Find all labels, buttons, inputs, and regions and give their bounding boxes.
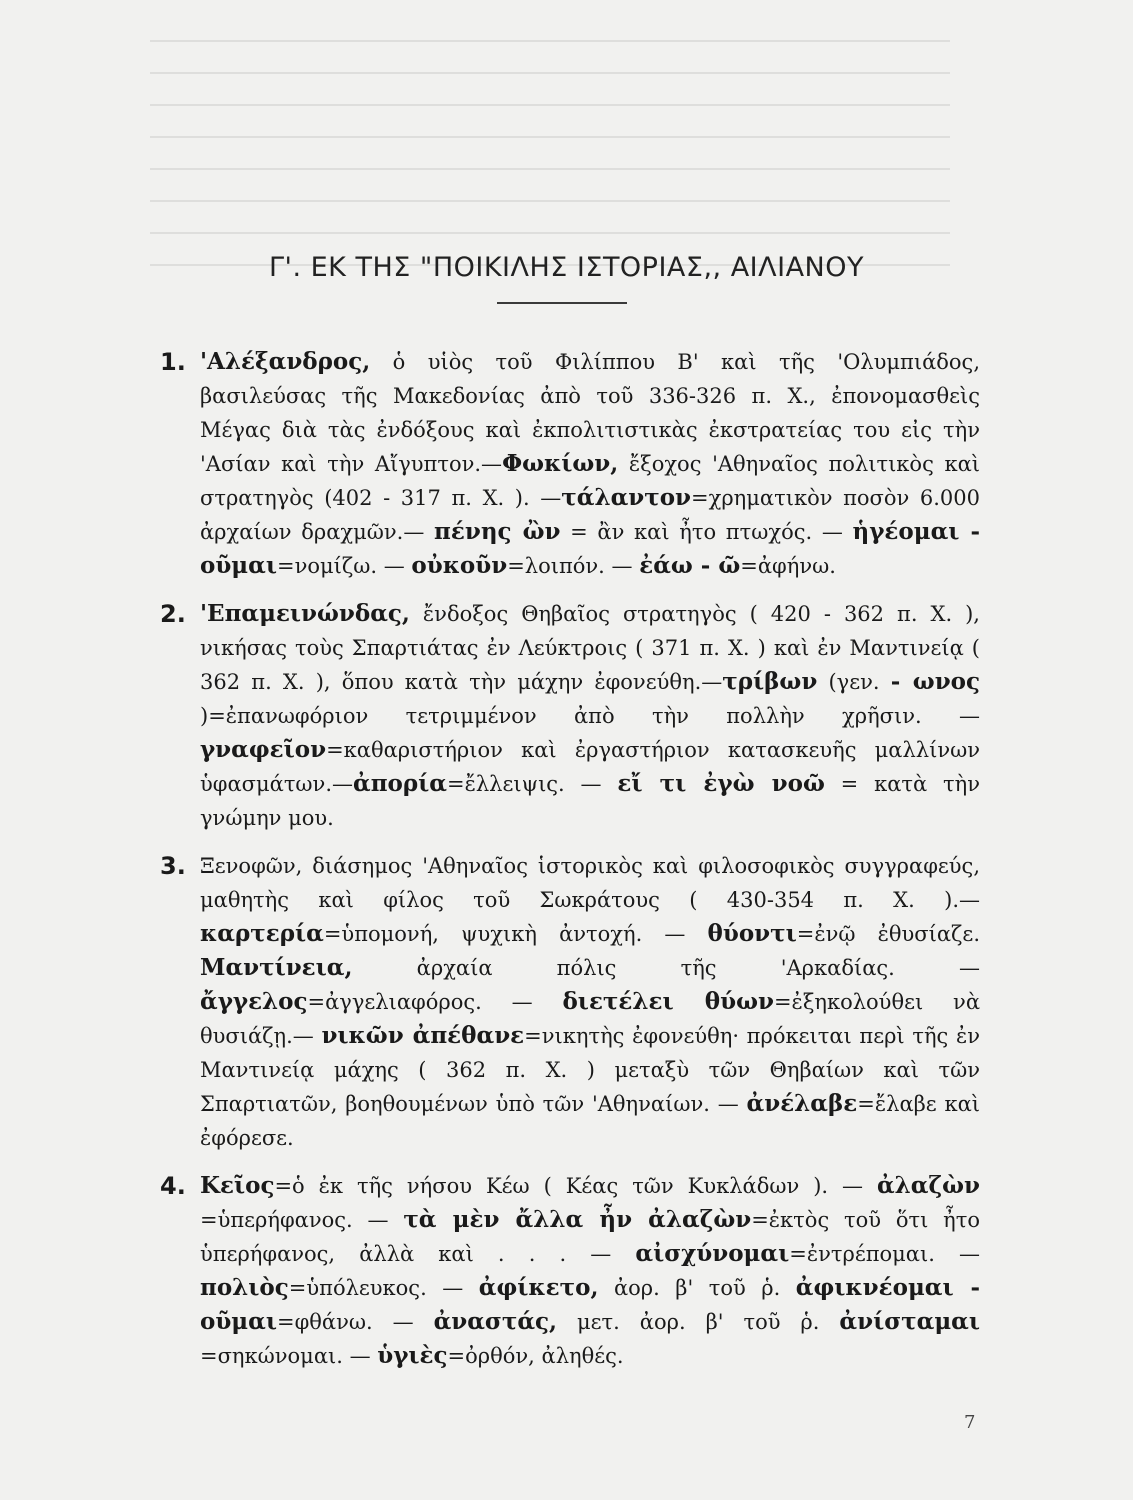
headword: ἀνίσταμαι <box>839 1308 980 1335</box>
glossary-entry-2 <box>160 597 980 835</box>
headword: ἀνέλαβε <box>746 1090 858 1117</box>
entry-number: 3. <box>160 852 186 880</box>
definition-text: ἀρχαία πόλις τῆς 'Αρκαδίας. — <box>352 956 980 980</box>
definition-text: =χρηματικὸν ποσὸν 6.000 ἀρχαίων δραχμῶν.— <box>200 486 980 544</box>
entry-number: 1. <box>160 348 186 376</box>
entry-text <box>200 345 980 583</box>
definition-text: =ὑπερήφανος. — <box>200 1208 404 1232</box>
definition-text: =ἐξηκολούθει νὰ θυσιάζῃ.— <box>200 990 980 1048</box>
headword: ἀλαζὼν <box>876 1172 980 1199</box>
definition-text: )=ἐπανωφόριον τετριμμένον ἀπὸ τὴν πολλὴν χρῆσιν. — <box>200 704 980 728</box>
definition-text: =ἐντρέπομαι. — <box>789 1242 980 1266</box>
headword: τὰ μὲν ἄλλα ἦν ἀλαζὼν <box>403 1206 752 1233</box>
entry-text <box>200 1169 980 1373</box>
definition-text: = κατὰ τὴν γνώμην μου. <box>200 772 980 830</box>
definition-text: =ἐκτὸς τοῦ ὅτι ἦτο ὑπερήφανος, ἀλλὰ καὶ . . . — <box>200 1208 980 1266</box>
headword: - ωνος <box>890 668 980 695</box>
headword: πένης ὢν <box>434 518 561 545</box>
headword: Φωκίων, <box>502 450 619 477</box>
page-number: 7 <box>964 1412 976 1433</box>
definition-text: =ὑπομονή, ψυχικὴ ἀντοχή. — <box>323 922 708 946</box>
section-title: Γ'. ΕΚ ΤΗΣ "ΠΟΙΚΙΛΗΣ ΙΣΤΟΡΙΑΣ,, ΑΙΛΙΑΝΟΥ <box>268 252 864 283</box>
headword: τάλαντον <box>561 484 692 511</box>
definition-text: ὁ υἱὸς τοῦ Φιλίππου Β' καὶ τῆς 'Ολυμπιάδος, βασιλεύσας τῆς Μακεδονίας ἀπὸ τοῦ 336-326 π. Χ., ἐπονομασθεὶς Μέγας διὰ τὰς ἐνδόξους καὶ ἐκπολιτιστικὰς ἐκστρατείας του εἰς τὴν 'Ασίαν καὶ τὴν Αἴγυπτον.— <box>200 350 980 476</box>
bleed-through-text <box>150 40 950 270</box>
definition-text: =ἀφήνω. <box>740 554 836 578</box>
definition-text: = ἂν καὶ ἦτο πτωχός. — <box>560 520 853 544</box>
headword: ἀφικνέομαι - οῦμαι <box>200 1274 981 1335</box>
glossary-entry-4 <box>160 1169 980 1373</box>
definition-text: ἀορ. β' τοῦ ῥ. <box>598 1276 796 1300</box>
title-underline <box>497 302 627 304</box>
definition-text: =ἔλαβε καὶ ἐφόρεσε. <box>200 1092 980 1150</box>
headword: ἀπορία <box>353 770 447 797</box>
headword: διετέλει θύων <box>562 988 774 1015</box>
headword: αἰσχύνομαι <box>635 1240 790 1267</box>
headword: γναφεῖον <box>200 736 327 763</box>
headword: 'Αλέξανδρος, <box>200 348 371 375</box>
headword: ἡγέομαι - οῦμαι <box>200 518 980 579</box>
entry-text <box>200 597 980 835</box>
headword: 'Επαμεινώνδας, <box>200 600 410 627</box>
entry-text <box>200 849 980 1155</box>
definition-text: =λοιπόν. — <box>507 554 640 578</box>
definition-text: =νομίζω. — <box>276 554 412 578</box>
glossary-entries <box>160 345 980 1387</box>
definition-text: =νικητὴς ἐφονεύθη· πρόκειται περὶ τῆς ἐν Μαντινείᾳ μάχης ( 362 π. Χ. ) μεταξὺ τῶν Θηβαίων καὶ τῶν Σπαρτιατῶν, βοηθουμένων ὑπὸ τῶν 'Αθηναίων. — <box>200 1024 980 1116</box>
definition-text: =ὑπόλευκος. — <box>288 1276 479 1300</box>
definition-text: =ἐνῷ ἐθυσίαζε. <box>796 922 980 946</box>
headword: ἀφίκετο, <box>478 1274 599 1301</box>
definition-text: =σηκώνομαι. — <box>200 1344 378 1368</box>
headword: πολιὸς <box>200 1274 289 1301</box>
definition-text: =ἀγγελιαφόρος. — <box>307 990 563 1014</box>
definition-text: Ξενοφῶν, διάσημος 'Αθηναῖος ἱστορικὸς καὶ φιλοσοφικὸς συγγραφεύς, μαθητὴς καὶ φίλος τοῦ Σωκράτους ( 430-354 π. Χ. ).— <box>200 854 980 912</box>
definition-text: =ὀρθόν, ἀληθές. <box>447 1344 624 1368</box>
headword: Μαντίνεια, <box>200 954 353 981</box>
definition-text: =φθάνω. — <box>276 1310 434 1334</box>
headword: Κεῖος <box>200 1172 275 1199</box>
headword: τρίβων <box>722 668 818 695</box>
definition-text: ἔνδοξος Θηβαῖος στρατηγὸς ( 420 - 362 π. Χ. ), νικήσας τοὺς Σπαρτιάτας ἐν Λεύκτροις ( 371 π. Χ. ) καὶ ἐν Μαντινείᾳ ( 362 π. Χ. ), ὅπου κατὰ τὴν μάχην ἐφονεύθη.— <box>200 602 980 694</box>
glossary-entry-1 <box>160 345 980 583</box>
headword: ἄγγελος <box>200 988 308 1015</box>
headword: ὑγιὲς <box>377 1342 448 1369</box>
headword: οὐκοῦν <box>411 552 508 579</box>
entry-number: 2. <box>160 600 186 628</box>
definition-text: =ὁ ἐκ τῆς νήσου Κέω ( Κέας τῶν Κυκλάδων ). — <box>274 1174 877 1198</box>
headword: νικῶν ἀπέθανε <box>321 1022 525 1049</box>
headword: ἐάω - ῶ <box>639 552 741 579</box>
definition-text: =καθαριστήριον καὶ ἐργαστήριον κατασκευῆς μαλλίνων ὑφασμάτων.— <box>200 738 980 796</box>
headword: θύοντι <box>707 920 797 947</box>
headword: καρτερία <box>200 920 324 947</box>
definition-text: μετ. ἀορ. β' τοῦ ῥ. <box>557 1310 840 1334</box>
definition-text: (γεν. <box>817 670 891 694</box>
glossary-entry-3 <box>160 849 980 1155</box>
definition-text: =ἔλλειψις. — <box>447 772 618 796</box>
headword: ἀναστάς, <box>433 1308 558 1335</box>
entry-number: 4. <box>160 1172 186 1200</box>
definition-text: ἔξοχος 'Αθηναῖος πολιτικὸς καὶ στρατηγὸς (402 - 317 π. Χ. ). — <box>200 452 980 510</box>
headword: εἴ τι ἐγὼ νοῶ <box>617 770 825 797</box>
